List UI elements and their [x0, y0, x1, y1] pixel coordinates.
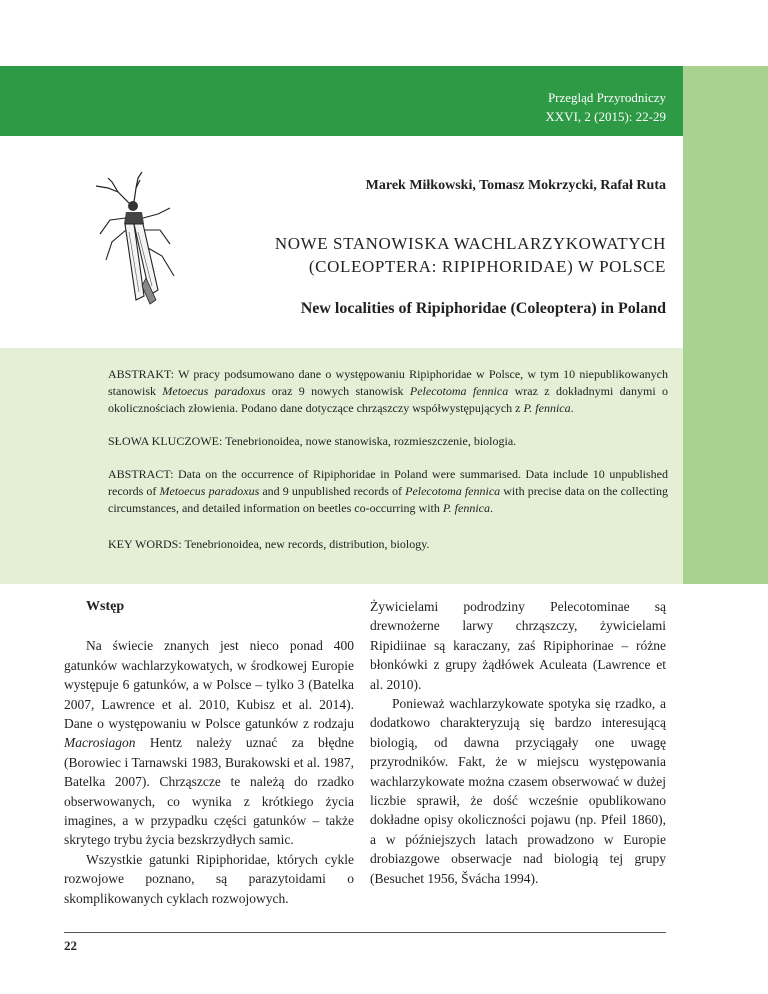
side-accent	[683, 66, 768, 584]
abstract-polish-label: ABSTRAKT:	[108, 367, 175, 381]
journal-info	[545, 88, 666, 126]
abstract-polish-text: wraz z dokładnymi danymi o okolicznościach złowienia. Podano dane dotyczące chrząszczy współwystępujących z	[108, 384, 669, 415]
keywords-polish-label: SŁOWA KLUCZOWE:	[108, 434, 223, 448]
left-column	[64, 597, 354, 908]
keywords-english-label: KEY WORDS:	[108, 537, 182, 551]
paragraph: Ponieważ wachlarzykowate spotyka się rzadko, a dodatkowo charakteryzują się bardzo interesującą biologią, od dawna przyciągały one uwagę przyrodników. Fakt, że w miejscu występowania wachlarzykowate można czasem obserwować w dużej liczbie sprawił, że dość wcześnie opublikowano dokładne opisy okoliczności pojawu (np. Pfeil 1860), a w późniejszych latach prowadzono w Europie drobiazgowe obserwacje nad biologią tej grupy (Besuchet 1956, Švácha 1994).	[370, 696, 666, 886]
keywords-polish-text: Tenebrionoidea, nowe stanowiska, rozmieszczenie, biologia.	[222, 434, 517, 448]
paragraph: Wszystkie gatunki Ripiphoridae, których cykle rozwojowe poznano, są parazytoidami o skomplikowanych cyklach rozwojowych.	[64, 851, 354, 906]
footer-divider	[64, 932, 666, 933]
paragraph-text: Na świecie znanych jest nieco ponad 400 gatunków wachlarzykowatych, w środkowej Europie występuje 6 gatunków, a w Polsce – tylko 3 (Batelka 2007, Lawrence et al. 2010, Kubisz et al. 2014). Dane o występowaniu w Polsce gatunków z rodzaju	[64, 638, 354, 732]
abstract-polish	[108, 366, 668, 417]
abstract-english	[108, 466, 668, 517]
paragraph	[64, 636, 354, 849]
keywords-polish	[108, 433, 668, 450]
title-english: New localities of Ripiphoridae (Coleoptera) in Poland	[300, 300, 666, 317]
right-column	[370, 597, 666, 888]
species-name: Pelecotoma fennica	[405, 484, 501, 498]
title-polish-line-1: NOWE STANOWISKA WACHLARZYKOWATYCH	[274, 234, 666, 253]
abstract-english-text: with precise data on the collecting circumstances, and detailed information on beetles co-occurring with	[108, 484, 668, 515]
title-polish-line-2: (COLEOPTERA: RIPIPHORIDAE) W POLSCE	[308, 257, 666, 276]
keywords-english	[108, 536, 668, 553]
species-name: Metoecus paradoxus	[159, 484, 260, 498]
keywords-english-text: Tenebrionoidea, new records, distribution, biology.	[181, 537, 430, 551]
species-name: Metoecus paradoxus	[162, 384, 266, 398]
abstract-polish-text: oraz 9 nowych stanowisk	[265, 384, 410, 398]
genus-name: Macrosiagon	[64, 735, 136, 751]
authors: Marek Miłkowski, Tomasz Mokrzycki, Rafał Ruta	[365, 178, 666, 193]
species-name: Pelecotoma fennica	[409, 384, 509, 398]
page-number: 22	[64, 938, 77, 953]
abstract-english-text: Data on the occurrence of Ripiphoridae in Poland were summarised. Data include 10 unpublished records of	[108, 467, 668, 498]
abstract-polish-text: .	[570, 401, 574, 415]
species-name: P. fennica	[523, 401, 571, 415]
paragraph: Żywicielami podrodziny Pelecotominae są drewnożerne larwy chrząszczy, żywicielami Ripidiinae są karaczany, zaś Ripiphorinae – różne błonkówki z grupy żądłówek Aculeata (Lawrence et al. 2010).	[370, 599, 666, 692]
species-name: P. fennica	[442, 501, 490, 515]
abstract-english-text: and 9 unpublished records of	[259, 484, 406, 498]
abstract-polish-text: W pracy podsumowano dane o występowaniu Ripiphoridae w Polsce, w tym 10 niepublikowanych stanowisk	[108, 367, 668, 398]
section-heading: Wstęp	[86, 599, 125, 614]
beetle-illustration-icon	[78, 168, 193, 308]
abstract-english-label: ABSTRACT:	[108, 467, 174, 481]
abstract-english-text: .	[490, 501, 493, 515]
journal-name: Przegląd Przyrodniczy	[547, 90, 666, 105]
title-polish	[275, 232, 666, 278]
volume-info: XXVI, 2 (2015): 22-29	[545, 109, 666, 124]
paragraph-text: Hentz należy uznać za błędne (Borowiec i Tarnawski 1983, Burakowski et al. 1987, Batelka 2007). Chrząszcze te należą do rzadko obserwowanych, co wynika z krótkiego życia imagines, a w przypadku części gatunków – także skrytego trybu życia bezskrzydłych samic.	[64, 735, 354, 848]
